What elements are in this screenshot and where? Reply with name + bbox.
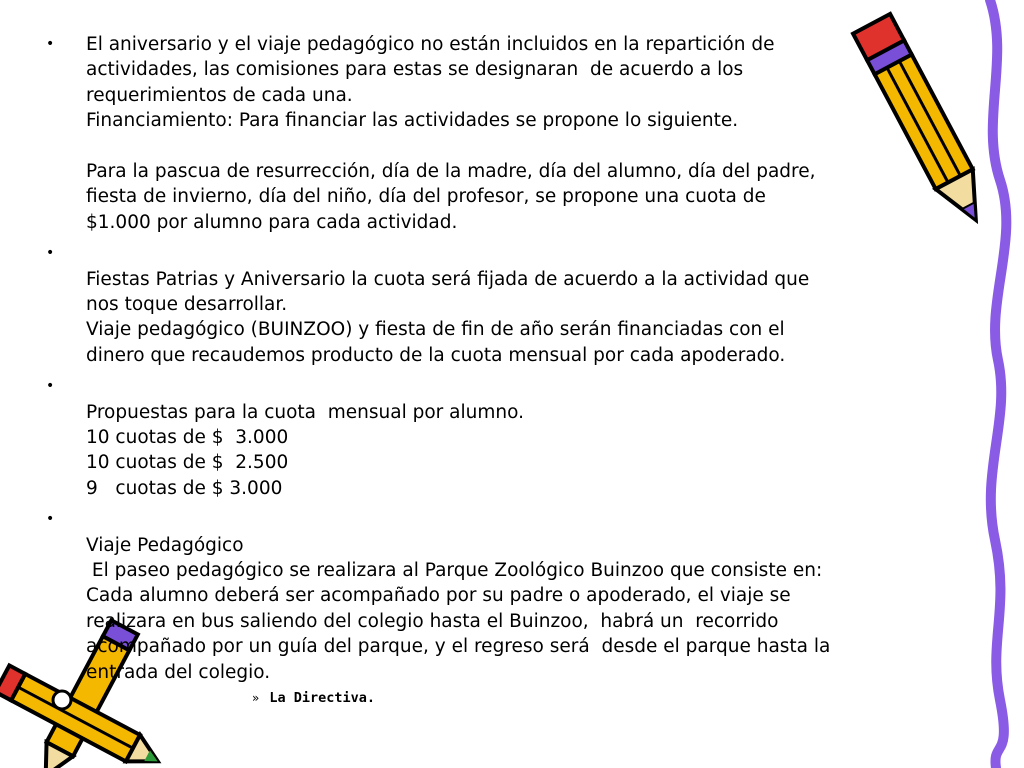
bullet-text-line: 10 cuotas de $ 2.500 (86, 452, 289, 474)
signature (252, 690, 375, 706)
bullet-text-line: fiesta de invierno, día del niño, día del profesor, se propone una cuota de (86, 186, 766, 208)
bullet-text-line (86, 241, 892, 266)
slide-body (42, 32, 892, 691)
bullet-text-line: Cada alumno deberá ser acompañado por su padre o apoderado, el viaje se (86, 585, 791, 607)
bullet-marker: • (46, 378, 55, 395)
bullet-text-line: El aniversario y el viaje pedagógico no están incluidos en la repartición de (86, 34, 775, 55)
signature-text: La Directiva. (269, 690, 376, 706)
bullet-text-line: requerimientos de cada una. (86, 84, 353, 106)
bullet-text-line: Financiamiento: Para financiar las actividades se propone lo siguiente. (86, 110, 739, 132)
bullet-text-line: Fiestas Patrias y Aniversario la cuota será fijada de acuerdo a la actividad que (86, 268, 810, 290)
bullet-text-line: Propuestas para la cuota mensual por alumno. (86, 401, 524, 423)
signature-marker: » (252, 691, 260, 705)
bullet-text-line (86, 134, 892, 159)
bullet-list (42, 32, 892, 685)
bullet-text-line: Viaje pedagógico (BUINZOO) y fiesta de fin de año serán financiadas con el (86, 319, 785, 341)
bullet-marker: • (46, 245, 55, 262)
bullet-text-line: 9 cuotas de $ 3.000 (86, 477, 283, 499)
bullet-item (42, 507, 892, 685)
bullet-text-line: $1.000 por alumno para cada actividad. (86, 211, 458, 233)
bullet-text-line: acompañado por un guía del parque, y el regreso será desde el parque hasta la (86, 636, 831, 658)
bullet-text-line: realizara en bus saliendo del colegio hasta el Buinzoo, habrá un recorrido (86, 610, 779, 632)
bullet-text-line: dinero que recaudemos producto de la cuota mensual por cada apoderado. (86, 344, 786, 366)
bullet-marker: • (46, 511, 55, 528)
bullet-text-line: nos toque desarrollar. (86, 294, 288, 316)
bullet-text-line: 10 cuotas de $ 3.000 (86, 427, 289, 449)
bullet-text-line (86, 507, 892, 532)
bullet-text-line: entrada del colegio. (86, 661, 271, 683)
bullet-item (42, 32, 892, 235)
bullet-text-line (86, 374, 892, 399)
bullet-text-line: El paseo pedagógico se realizara al Parque Zoológico Buinzoo que consiste en: (86, 560, 823, 582)
bullet-item (42, 374, 892, 501)
bullet-text-line: Para la pascua de resurrección, día de la madre, día del alumno, día del padre, (86, 161, 816, 183)
bullet-text-line: Viaje Pedagógico (86, 534, 244, 556)
bullet-text-line: actividades, las comisiones para estas se designaran de acuerdo a los (86, 59, 744, 81)
bullet-marker: • (46, 36, 55, 52)
bullet-item (42, 241, 892, 368)
